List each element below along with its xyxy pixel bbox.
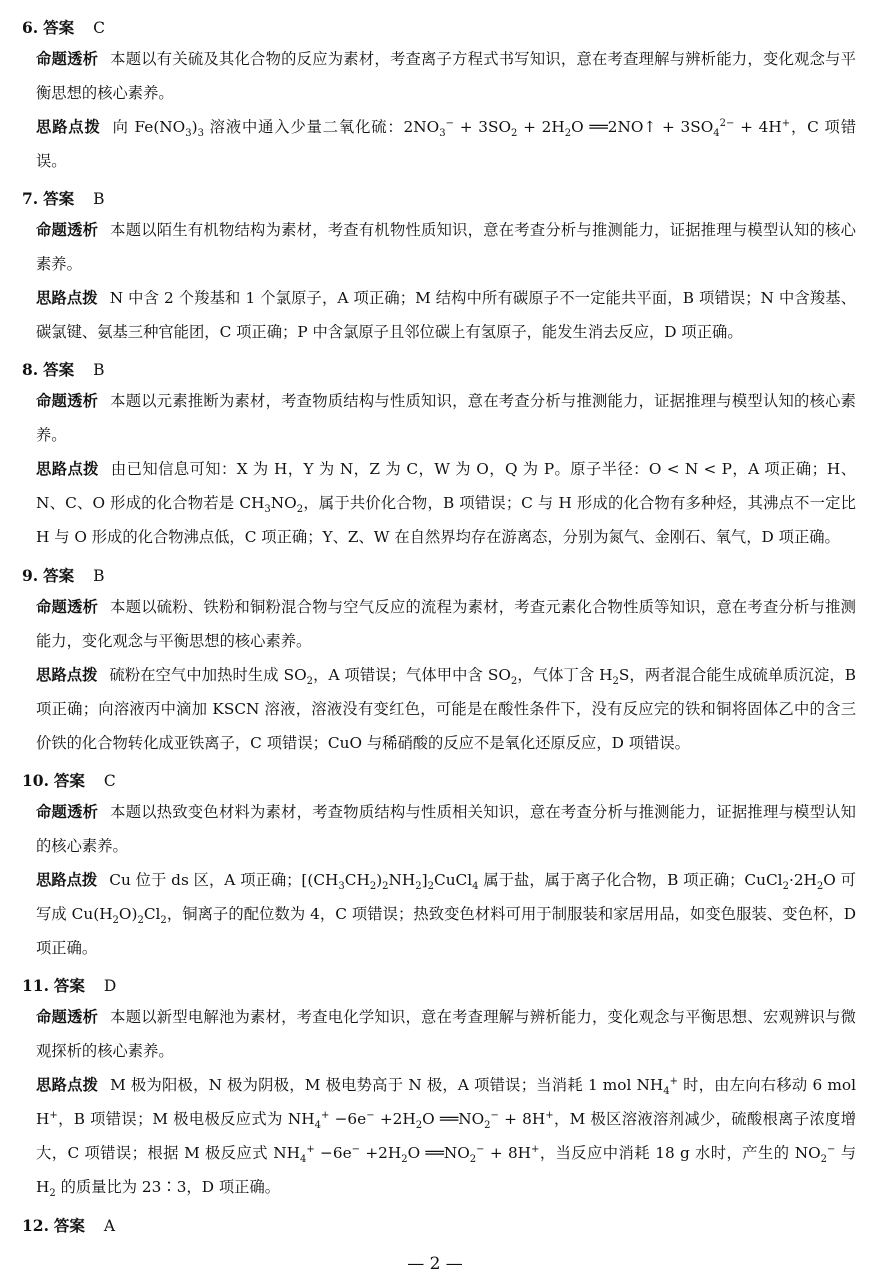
analysis-text: 本题以元素推断为素材，考查物质结构与性质知识，意在考查分析与推测能力，证据推理与模型认知的核心素养。 <box>36 392 856 444</box>
answer-line <box>22 1212 852 1240</box>
question-12 <box>22 1212 852 1240</box>
answer-label: 答案 <box>53 1216 85 1235</box>
answer-value: D <box>103 977 117 995</box>
question-number: 7. <box>22 189 39 208</box>
hint-text: 由已知信息可知：X 为 H，Y 为 N，Z 为 C，W 为 O，Q 为 P。原子半径：O < N < P，A 项正确；H、N、C、O 形成的化合物若是 $CH_3NO_2$，属于共价化合物，B 项错误；C 与 H 形成的化合物有多种烃，其沸点不一定比 H 与 O 形成的化合物沸点低，C 项正确；Y、Z、W 在自然界均存在游离态，分别为氮气、金刚石、氧气，D 项正确。 <box>36 460 856 546</box>
hint-text: M 极为阳极，N 极为阴极，M 极电势高于 N 极，A 项错误；当消耗 1 mol $NH_4^+$ 时，由左向右移动 6 mol H+，B 项错误；M 极电极反应式为 $NH_4^+ -6e^- +2H_2O$ $══NO_2^- + 8H^+$，M 极区溶液溶剂减少，硫酸根离子浓度增大，C 项错误；根据 M 极反应式 $NH_4^+ -6e^- +2H_2O$ $══NO_2^- + 8H^+$，当反应中消耗 18 g 水时，产生的 $NO_2^-$ 与 $H_2$ 的质量比为 23∶3，D 项正确。 <box>36 1075 856 1200</box>
analysis-label: 命题透析 <box>36 392 99 410</box>
hint-label: 思路点拨 <box>36 460 99 478</box>
analysis-paragraph <box>36 795 856 863</box>
question-number: 10. <box>22 771 49 790</box>
question-10 <box>22 767 856 965</box>
answer-label: 答案 <box>43 18 75 37</box>
analysis-label: 命题透析 <box>36 221 99 239</box>
hint-paragraph <box>36 863 856 965</box>
answer-value: B <box>93 190 105 208</box>
hint-paragraph <box>36 110 856 178</box>
answer-value: A <box>103 1217 116 1235</box>
question-number: 8. <box>22 360 39 379</box>
analysis-label: 命题透析 <box>36 598 99 616</box>
hint-paragraph <box>36 281 856 349</box>
question-number: 11. <box>22 976 49 995</box>
analysis-paragraph <box>36 42 856 110</box>
question-number: 12. <box>22 1216 49 1235</box>
page-number: — 2 — <box>407 1254 463 1274</box>
answer-label: 答案 <box>43 189 75 208</box>
analysis-label: 命题透析 <box>36 1008 99 1026</box>
question-number: 9. <box>22 566 39 585</box>
hint-text: 硫粉在空气中加热时生成 $SO_2$，A 项错误；气体甲中含 $SO_2$，气体丁含 $H_2S$，两者混合能生成硫单质沉淀，B 项正确；向溶液丙中滴加 KSCN 溶液，溶液没有变红色，可能是在酸性条件下，没有反应完的铁和铜将固体乙中的含三价铁的化合物转化成亚铁离子，C 项错误；CuO 与稀硝酸的反应不是氧化还原反应，D 项错误。 <box>36 666 856 752</box>
analysis-text: 本题以有关硫及其化合物的反应为素材，考查离子方程式书写知识，意在考查理解与辨析能力，变化观念与平衡思想的核心素养。 <box>36 50 856 102</box>
hint-text: 向 $Fe(NO_3)_3$ 溶液中通入少量二氧化硫：$2NO_3^- + 3SO_2 + 2H_2O$ ══2NO↑ + $3SO_4^{2-} + 4H^+$，C 项错误。 <box>36 117 856 170</box>
analysis-label: 命题透析 <box>36 50 99 68</box>
analysis-label: 命题透析 <box>36 803 99 821</box>
question-11 <box>22 972 856 1204</box>
hint-label: 思路点拨 <box>36 289 98 307</box>
hint-paragraph <box>36 452 856 554</box>
answer-line <box>22 185 852 213</box>
hint-label: 思路点拨 <box>36 1076 99 1094</box>
analysis-paragraph <box>36 1000 856 1068</box>
question-8 <box>22 356 856 554</box>
analysis-text: 本题以新型电解池为素材，考查电化学知识，意在考查理解与辨析能力，变化观念与平衡思想、宏观辨识与微观探析的核心素养。 <box>36 1008 856 1060</box>
analysis-paragraph <box>36 213 856 281</box>
answer-line <box>22 14 852 42</box>
hint-paragraph <box>36 1068 856 1204</box>
hint-paragraph <box>36 658 856 760</box>
analysis-paragraph <box>36 590 856 658</box>
answer-value: C <box>93 19 105 37</box>
question-7 <box>22 185 856 349</box>
hint-text: Cu 位于 ds 区，A 项正确；$[(CH_3CH_2)_2NH_2]_2CuCl_4$ 属于盐，属于离子化合物，B 项正确；$CuCl_2\cdot 2H_2O$ 可写成 $Cu(H_2O)_2Cl_2$，铜离子的配位数为 4，C 项错误；热致变色材料可用于制服装和家居用品，如变色服装、变色杯，D 项正确。 <box>36 871 856 957</box>
answer-line <box>22 767 852 795</box>
hint-label: 思路点拨 <box>36 666 98 684</box>
answer-value: C <box>103 772 116 790</box>
hint-label: 思路点拨 <box>36 871 98 889</box>
question-6 <box>22 14 856 178</box>
answer-line <box>22 356 852 384</box>
answer-label: 答案 <box>53 771 85 790</box>
analysis-paragraph <box>36 384 856 452</box>
answer-value: B <box>93 567 105 585</box>
answer-label: 答案 <box>53 976 85 995</box>
analysis-text: 本题以热致变色材料为素材，考查物质结构与性质相关知识，意在考查分析与推测能力，证据推理与模型认知的核心素养。 <box>36 803 856 855</box>
analysis-text: 本题以硫粉、铁粉和铜粉混合物与空气反应的流程为素材，考查元素化合物性质等知识，意在考查分析与推测能力，变化观念与平衡思想的核心素养。 <box>36 598 856 650</box>
question-number: 6. <box>22 18 39 37</box>
answer-line <box>22 972 852 1000</box>
answer-value: B <box>93 361 105 379</box>
question-9 <box>22 562 856 760</box>
hint-text: N 中含 2 个羧基和 1 个氯原子，A 项正确；M 结构中所有碳原子不一定能共平面，B 项错误；N 中含羧基、碳氯键、氨基三种官能团，C 项正确；P 中含氯原子且邻位碳上有氢原子，能发生消去反应，D 项正确。 <box>36 289 856 341</box>
hint-label: 思路点拨 <box>36 118 101 136</box>
answer-line <box>22 562 852 590</box>
analysis-text: 本题以陌生有机物结构为素材，考查有机物性质知识，意在考查分析与推测能力，证据推理与模型认知的核心素养。 <box>36 221 856 273</box>
answer-label: 答案 <box>43 566 75 585</box>
answer-label: 答案 <box>43 360 75 379</box>
